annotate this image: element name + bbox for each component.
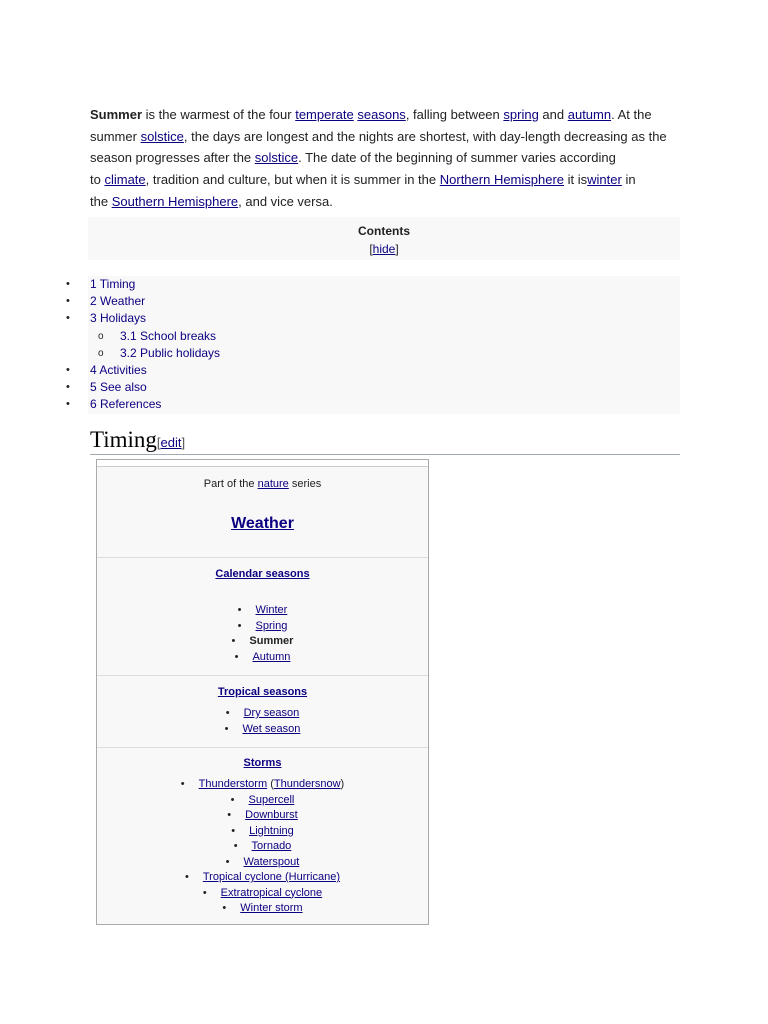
- bullet-icon: •: [224, 722, 229, 735]
- link-solstice[interactable]: solstice: [140, 128, 184, 144]
- list-item: [97, 634, 428, 650]
- intro-text: it is: [564, 172, 588, 188]
- toc-link-see-also[interactable]: 5 See also: [90, 380, 147, 395]
- bullet-icon: •: [225, 707, 230, 719]
- intro-text: to: [90, 172, 105, 188]
- list-item: [97, 870, 428, 886]
- tropical-seasons-heading: [97, 685, 428, 699]
- link-winter-storm[interactable]: Winter storm: [240, 902, 303, 914]
- paren: (: [267, 778, 274, 790]
- intro-paragraph: [90, 104, 682, 213]
- toc-list: [0, 276, 680, 414]
- link-climate[interactable]: climate: [104, 172, 146, 188]
- intro-text: . At the: [611, 107, 652, 122]
- bullet-icon: •: [233, 840, 238, 852]
- toc-subitem: [88, 345, 680, 362]
- bracket: [: [369, 242, 373, 256]
- toc-toggle: [88, 242, 680, 256]
- intro-text: , the days are longest and the nights are shortest, with day-length decreasing as the: [183, 128, 667, 144]
- circle-bullet-icon: o: [98, 347, 104, 359]
- toc-link-public-holidays[interactable]: 3.2 Public holidays: [120, 345, 221, 360]
- list-item: [97, 839, 428, 855]
- edit-section: [157, 435, 185, 450]
- list-item: [97, 722, 428, 738]
- link-seasons[interactable]: seasons: [357, 107, 406, 122]
- weather-sidebar: [96, 459, 429, 925]
- link-thundersnow[interactable]: Thundersnow: [273, 778, 341, 790]
- link-winter[interactable]: winter: [587, 172, 622, 188]
- intro-text: , and vice versa.: [238, 193, 333, 209]
- link-tropical-seasons[interactable]: Tropical seasons: [217, 686, 308, 698]
- bullet-icon: •: [185, 871, 189, 883]
- paren: ): [340, 778, 345, 790]
- link-supercell[interactable]: Supercell: [248, 793, 295, 806]
- storms-heading: [97, 756, 428, 770]
- intro-line-3: [90, 147, 682, 169]
- bullet-icon: •: [234, 650, 239, 663]
- link-solstice[interactable]: solstice: [254, 150, 299, 166]
- toc-hide-link[interactable]: hide: [372, 242, 396, 256]
- calendar-seasons-list: [97, 603, 428, 665]
- toc-item: [66, 379, 680, 396]
- link-tropical-cyclone[interactable]: Tropical cyclone (Hurricane): [202, 871, 340, 883]
- link-calendar-seasons[interactable]: Calendar seasons: [215, 568, 310, 580]
- list-item: [97, 706, 428, 722]
- bullet-icon: •: [66, 295, 70, 308]
- intro-text: the: [90, 193, 112, 209]
- list-item: [97, 901, 428, 917]
- intro-text: , falling between: [405, 107, 504, 122]
- link-waterspout[interactable]: Waterspout: [243, 855, 300, 868]
- intro-text: summer: [90, 128, 141, 144]
- link-winter-season[interactable]: Winter: [255, 604, 288, 616]
- bullet-icon: •: [66, 363, 70, 376]
- bullet-icon: •: [237, 619, 242, 632]
- list-item: [97, 777, 428, 793]
- link-wet-season[interactable]: Wet season: [242, 722, 301, 735]
- bullet-icon: •: [231, 824, 236, 837]
- toc-item: [66, 293, 680, 310]
- bullet-icon: •: [230, 793, 235, 806]
- sidebar-divider: [97, 557, 428, 558]
- toc-header: [88, 217, 680, 260]
- list-item: [97, 886, 428, 902]
- edit-link[interactable]: edit: [160, 435, 182, 450]
- sidebar-series-line: [97, 477, 428, 491]
- section-heading: [90, 425, 680, 455]
- bullet-icon: •: [222, 902, 227, 914]
- toc-item: [66, 276, 680, 293]
- toc-link-activities[interactable]: 4 Activities: [90, 362, 147, 377]
- bullet-icon: •: [66, 381, 70, 394]
- link-nature[interactable]: nature: [257, 478, 289, 490]
- list-item: [97, 808, 428, 824]
- link-extratropical-cyclone[interactable]: Extratropical cyclone: [220, 886, 323, 899]
- sidebar-divider: [97, 675, 428, 676]
- bullet-icon: •: [66, 278, 70, 290]
- intro-text: . The date of the beginning of summer varies according: [298, 150, 616, 166]
- toc-item: [66, 310, 680, 327]
- bullet-icon: •: [231, 635, 236, 647]
- intro-text: , tradition and culture, but when it is summer in the: [145, 172, 440, 188]
- current-season: Summer: [249, 635, 294, 647]
- tropical-seasons-list: [97, 706, 428, 737]
- bullet-icon: •: [225, 855, 230, 868]
- list-item: [97, 603, 428, 619]
- link-autumn-season[interactable]: Autumn: [252, 650, 291, 663]
- bullet-icon: •: [202, 886, 207, 899]
- intro-line-1: [90, 104, 682, 126]
- toc-link-references[interactable]: 6 References: [90, 397, 162, 412]
- list-item: [97, 793, 428, 809]
- bullet-icon: •: [66, 398, 70, 411]
- toc-title: Contents: [358, 224, 410, 238]
- bracket: ]: [181, 435, 186, 450]
- link-tornado[interactable]: Tornado: [251, 840, 292, 852]
- intro-text: season progresses after the: [90, 150, 255, 166]
- bullet-icon: •: [66, 312, 70, 325]
- link-temperate[interactable]: temperate: [295, 107, 354, 122]
- toc-item: [66, 396, 680, 413]
- toc-link-timing[interactable]: 1 Timing: [90, 277, 136, 291]
- toc-link-school-breaks[interactable]: 3.1 School breaks: [120, 328, 217, 343]
- bullet-icon: •: [227, 809, 232, 821]
- sidebar-divider: [97, 747, 428, 748]
- link-downburst[interactable]: Downburst: [245, 809, 298, 821]
- link-dry-season[interactable]: Dry season: [243, 707, 300, 719]
- link-storms[interactable]: Storms: [243, 757, 282, 769]
- list-item: [97, 824, 428, 840]
- link-thunderstorm[interactable]: Thunderstorm: [198, 778, 268, 790]
- series-text: Part of the: [203, 478, 258, 490]
- circle-bullet-icon: o: [98, 330, 104, 342]
- calendar-seasons-heading: [97, 567, 428, 581]
- bullet-icon: •: [237, 604, 242, 616]
- series-text: series: [288, 478, 322, 490]
- link-southern-hemisphere[interactable]: Southern Hemisphere: [111, 193, 239, 209]
- list-item: [97, 650, 428, 666]
- link-autumn[interactable]: autumn: [567, 107, 612, 122]
- intro-text: in: [621, 172, 636, 188]
- summer-term: Summer: [90, 107, 143, 122]
- list-item: [97, 619, 428, 635]
- bracket: ]: [395, 242, 399, 256]
- toc-link-weather[interactable]: 2 Weather: [90, 294, 146, 309]
- link-spring-season[interactable]: Spring: [255, 619, 288, 632]
- toc-link-holidays[interactable]: 3 Holidays: [90, 311, 147, 326]
- intro-line-4: [90, 169, 682, 191]
- link-lightning[interactable]: Lightning: [249, 824, 294, 837]
- toc-subitem: [88, 328, 680, 345]
- list-item: [97, 855, 428, 871]
- intro-text: and: [538, 107, 568, 122]
- bullet-icon: •: [180, 778, 185, 790]
- link-weather[interactable]: Weather: [231, 515, 294, 532]
- bracket: [: [156, 435, 161, 450]
- intro-line-5: [90, 191, 682, 213]
- sidebar-title: [97, 514, 428, 534]
- link-northern-hemisphere[interactable]: Northern Hemisphere: [439, 172, 565, 188]
- storms-list: [97, 777, 428, 917]
- intro-text: is the warmest of the four: [142, 107, 296, 122]
- section-title: Timing: [90, 427, 157, 452]
- intro-line-2: [90, 126, 682, 148]
- toc-item: [66, 362, 680, 379]
- link-spring[interactable]: spring: [503, 107, 539, 122]
- sidebar-top-strip: [97, 460, 428, 467]
